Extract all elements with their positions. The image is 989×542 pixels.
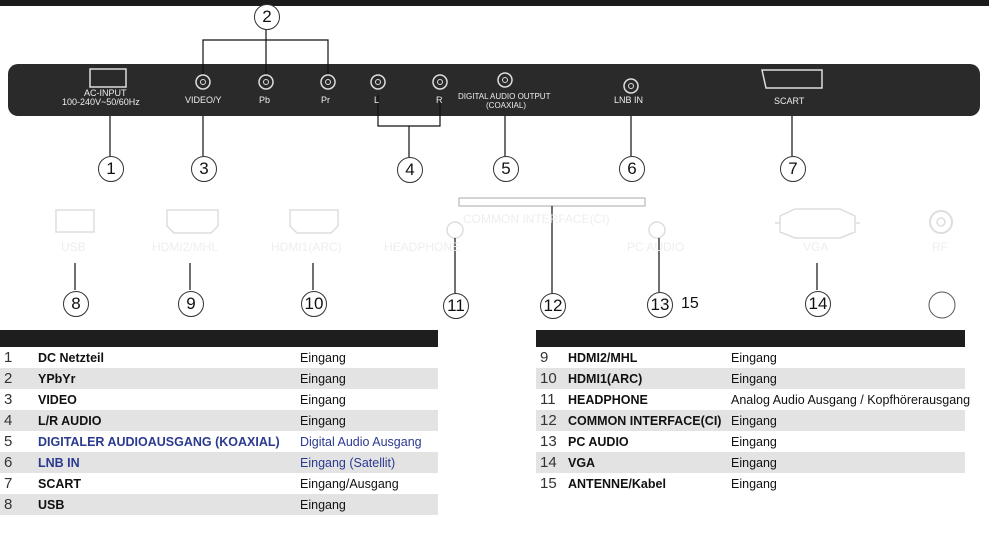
callout-3: 3 bbox=[191, 156, 217, 182]
hdmi1-label: HDMI1(ARC) bbox=[271, 240, 342, 254]
scart-socket bbox=[762, 70, 822, 88]
l-jack bbox=[371, 75, 385, 89]
table-row bbox=[0, 410, 438, 431]
hdmi2-port bbox=[167, 210, 218, 233]
table-row bbox=[0, 389, 438, 410]
callout-4: 4 bbox=[397, 157, 423, 183]
pb-label: Pb bbox=[259, 95, 271, 105]
table-row bbox=[536, 473, 965, 494]
lnb-label: LNB IN bbox=[614, 95, 644, 105]
pc-audio-label: PC AUDIO bbox=[627, 240, 685, 254]
callout-15-number: 15 bbox=[681, 295, 699, 312]
row-number: 2 bbox=[4, 370, 13, 387]
hdmi1-port bbox=[290, 210, 338, 233]
scart-label: SCART bbox=[774, 96, 805, 106]
video-label: VIDEO/Y bbox=[185, 95, 222, 105]
row-connector-name: ANTENNE/Kabel bbox=[568, 476, 666, 491]
headphone-label: HEADPHONE bbox=[384, 240, 461, 254]
row-connector-type: Eingang bbox=[300, 392, 346, 407]
table-row bbox=[0, 368, 438, 389]
table-row bbox=[0, 473, 438, 494]
connector-table-right bbox=[536, 330, 971, 494]
ac-input-label: AC-INPUT bbox=[84, 88, 127, 98]
table-header-bar bbox=[536, 330, 965, 347]
table-row bbox=[536, 347, 965, 368]
callout-10: 10 bbox=[301, 291, 327, 317]
table-header-bar bbox=[0, 330, 438, 347]
row-number: 11 bbox=[540, 391, 556, 408]
row-connector-name: SCART bbox=[38, 476, 82, 491]
row-number: 9 bbox=[540, 349, 549, 366]
table-row bbox=[536, 431, 965, 452]
row-connector-name: YPbYr bbox=[38, 371, 76, 386]
row-connector-name: DIGITALER AUDIOAUSGANG (KOAXIAL) bbox=[38, 434, 280, 449]
l-label: L bbox=[374, 95, 380, 105]
pc-audio-jack bbox=[649, 222, 665, 238]
callout-13: 13 bbox=[647, 292, 673, 318]
row-connector-name: DC Netzteil bbox=[38, 350, 104, 365]
ci-label: COMMON INTERFACE(CI) bbox=[463, 212, 610, 226]
row-connector-type: Eingang bbox=[731, 371, 777, 386]
row-connector-type: Digital Audio Ausgang bbox=[300, 434, 422, 449]
usb-port bbox=[56, 210, 94, 232]
row-number: 4 bbox=[4, 412, 13, 429]
callout-5: 5 bbox=[493, 156, 519, 182]
row-number: 10 bbox=[540, 370, 557, 387]
row-number: 6 bbox=[4, 454, 13, 471]
row-number: 13 bbox=[540, 433, 557, 450]
callout-14: 14 bbox=[805, 291, 831, 317]
row-connector-name: VGA bbox=[568, 455, 596, 470]
callout-9: 9 bbox=[178, 291, 204, 317]
row-connector-name: HEADPHONE bbox=[568, 392, 648, 407]
row-connector-type: Eingang bbox=[731, 350, 777, 365]
callout-8: 8 bbox=[63, 291, 89, 317]
r-jack bbox=[433, 75, 447, 89]
table-row bbox=[0, 494, 438, 515]
vga-label: VGA bbox=[803, 240, 829, 254]
r-label: R bbox=[436, 95, 443, 105]
panel-notch bbox=[487, 236, 531, 272]
row-number: 14 bbox=[540, 454, 557, 471]
callout-15-circle bbox=[929, 292, 955, 318]
row-connector-type: Eingang bbox=[731, 434, 777, 449]
ci-slot bbox=[459, 198, 645, 206]
row-connector-type: Eingang bbox=[300, 371, 346, 386]
row-connector-name: VIDEO bbox=[38, 392, 77, 407]
row-connector-type: Eingang bbox=[731, 476, 777, 491]
digital-audio-label: DIGITAL AUDIO OUTPUT bbox=[458, 92, 551, 101]
callout-1: 1 bbox=[98, 156, 124, 182]
row-number: 3 bbox=[4, 391, 13, 408]
row-connector-name: USB bbox=[38, 497, 65, 512]
lnb-jack bbox=[624, 79, 638, 93]
video-jack bbox=[196, 75, 210, 89]
table-row bbox=[536, 368, 965, 389]
row-connector-name: PC AUDIO bbox=[568, 434, 629, 449]
callout-11: 11 bbox=[443, 293, 469, 319]
pr-jack bbox=[321, 75, 335, 89]
callout-12: 12 bbox=[540, 293, 566, 319]
row-connector-type: Eingang bbox=[300, 350, 346, 365]
row-connector-name: HDMI2/MHL bbox=[568, 350, 638, 365]
table-row bbox=[0, 347, 438, 368]
row-connector-type: Eingang bbox=[300, 497, 346, 512]
table-row bbox=[0, 431, 438, 452]
hdmi2-label: HDMI2/MHL bbox=[152, 240, 219, 254]
callout-7: 7 bbox=[780, 156, 806, 182]
table-row bbox=[0, 452, 438, 473]
row-connector-type: Eingang bbox=[731, 413, 777, 428]
usb-label: USB bbox=[61, 240, 86, 254]
vga-port bbox=[780, 209, 855, 238]
row-number: 7 bbox=[4, 475, 13, 492]
row-number: 12 bbox=[540, 412, 557, 429]
ac-input-socket bbox=[90, 69, 126, 87]
callout-2: 2 bbox=[254, 4, 280, 30]
row-number: 15 bbox=[540, 475, 557, 492]
coaxial-jack bbox=[498, 73, 512, 87]
row-connector-name: L/R AUDIO bbox=[38, 413, 102, 428]
rf-connector bbox=[930, 211, 952, 233]
rf-label: RF bbox=[932, 240, 948, 254]
table-row bbox=[536, 452, 965, 473]
row-connector-name: LNB IN bbox=[38, 455, 80, 470]
row-connector-type: Analog Audio Ausgang / Kopfhörerausgang bbox=[731, 392, 971, 407]
row-number: 8 bbox=[4, 496, 13, 513]
headphone-jack bbox=[447, 222, 463, 238]
table-row bbox=[536, 389, 971, 410]
row-connector-name: HDMI1(ARC) bbox=[568, 371, 643, 386]
row-connector-type: Eingang (Satellit) bbox=[300, 455, 396, 470]
row-number: 5 bbox=[4, 433, 13, 450]
coaxial-label: (COAXIAL) bbox=[486, 101, 527, 110]
pb-jack bbox=[259, 75, 273, 89]
row-number: 1 bbox=[4, 349, 13, 366]
connector-table-left bbox=[0, 330, 438, 515]
table-row bbox=[536, 410, 965, 431]
row-connector-type: Eingang/Ausgang bbox=[300, 476, 399, 491]
callout-6: 6 bbox=[619, 156, 645, 182]
ac-input-spec: 100-240V~50/60Hz bbox=[62, 97, 140, 107]
row-connector-type: Eingang bbox=[300, 413, 346, 428]
pr-label: Pr bbox=[321, 95, 330, 105]
row-connector-type: Eingang bbox=[731, 455, 777, 470]
row-connector-name: COMMON INTERFACE(CI) bbox=[568, 413, 722, 428]
